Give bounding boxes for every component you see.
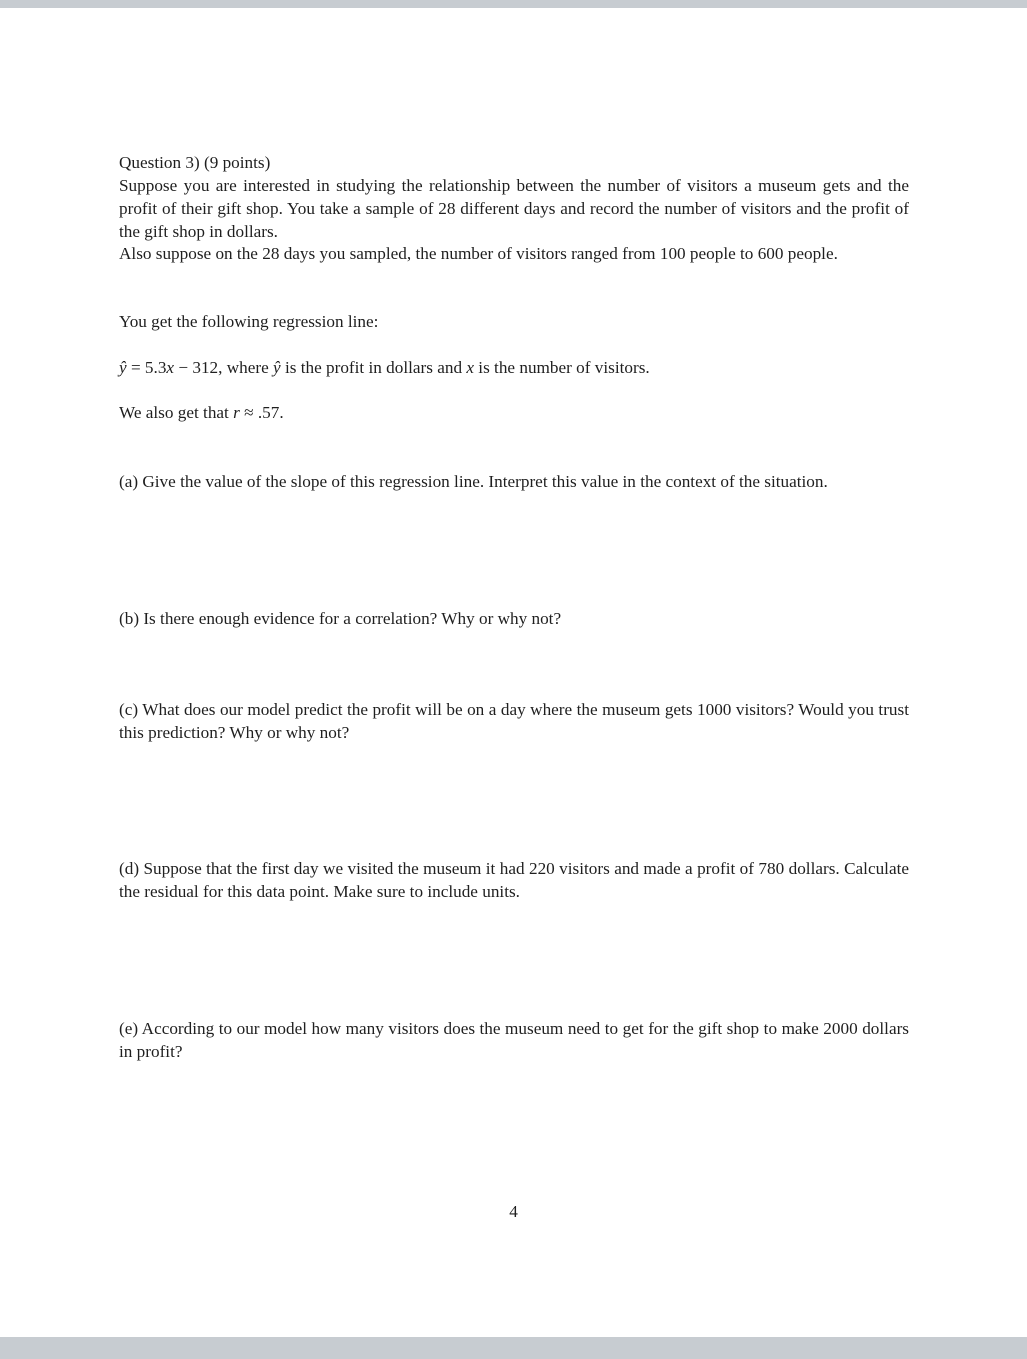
viewer-bottom-bar [0, 1337, 1027, 1359]
r-prefix: We also get that [119, 403, 234, 422]
eq-end: is the number of visitors. [474, 358, 650, 377]
regression-intro: You get the following regression line: [119, 312, 379, 331]
r-suffix: ≈ .57. [239, 403, 284, 422]
part-d-text: (d) Suppose that the first day we visited the museum it had 220 visitors and made a profit of 780 dollars. Calculate the residual for this data point. Make sure to include units. [119, 859, 909, 901]
part-c-text: (c) What does our model predict the profit will be on a day where the museum gets 1000 visitors? Would you trust this prediction? Why or why not? [119, 700, 909, 742]
eq-x: x [166, 358, 175, 377]
eq-formula: = 5.3 [126, 358, 167, 377]
r-symbol: r [233, 403, 240, 422]
eq-x-2: x [466, 358, 474, 377]
eq-yhat-2: ŷ [273, 358, 281, 377]
page-number: 4 [509, 1202, 518, 1221]
question-intro: Suppose you are interested in studying the relationship between the number of visitors a museum gets and the profit of their gift shop. You take a sample of 28 different days and record the number of visitors and the profit of the gift shop in dollars. [119, 176, 909, 241]
part-b-text: (b) Is there enough evidence for a correlation? Why or why not? [119, 609, 562, 628]
viewer-top-bar [0, 0, 1027, 8]
correlation-statement [119, 402, 909, 425]
regression-equation [119, 357, 909, 380]
part-e-text: (e) According to our model how many visitors does the museum need to get for the gift shop to make 2000 dollars in profit? [119, 1019, 909, 1061]
question-visitor-range: Also suppose on the 28 days you sampled, the number of visitors ranged from 100 people to 600 people. [119, 244, 838, 263]
part-a-text: (a) Give the value of the slope of this regression line. Interpret this value in the context of the situation. [119, 472, 828, 491]
eq-minus: − 312, where [174, 358, 274, 377]
question-header: Question 3) (9 points) [119, 153, 271, 172]
eq-middle: is the profit in dollars and [280, 358, 467, 377]
eq-yhat: ŷ [119, 358, 127, 377]
